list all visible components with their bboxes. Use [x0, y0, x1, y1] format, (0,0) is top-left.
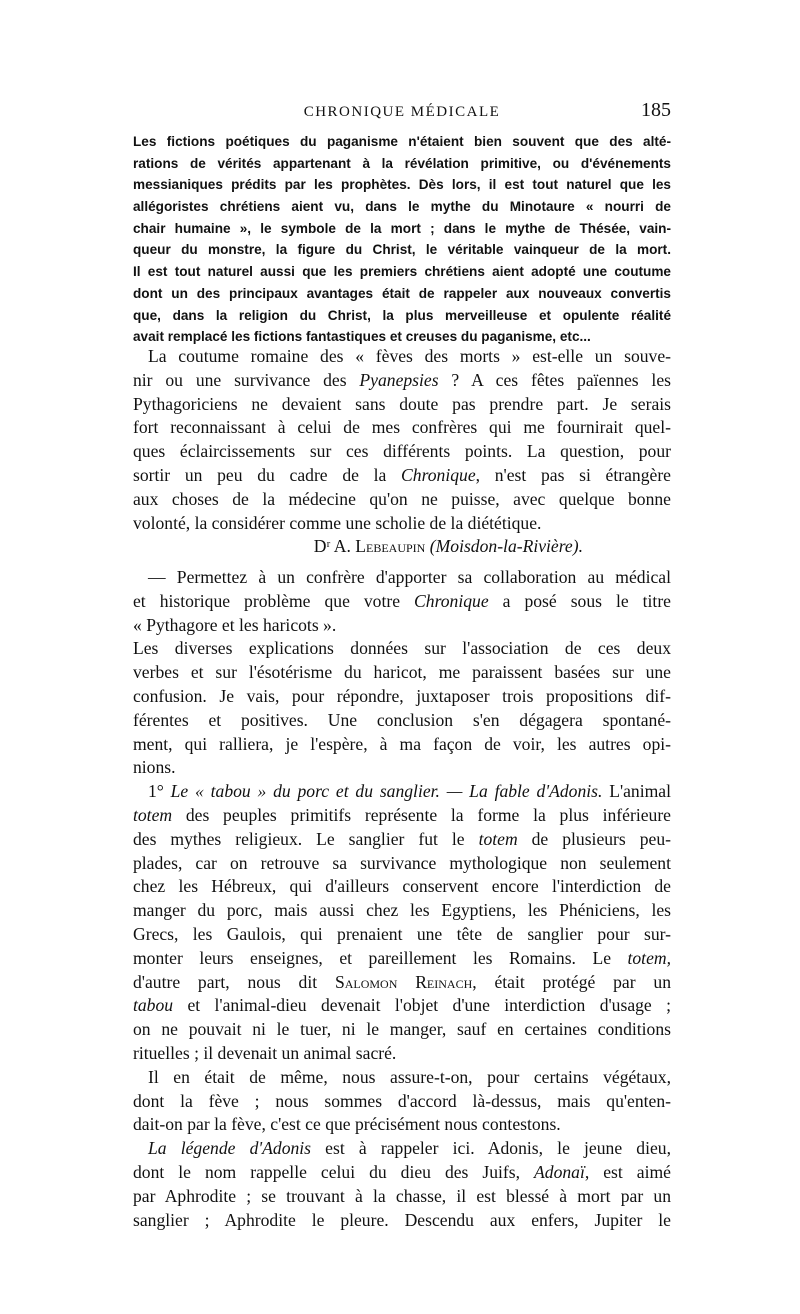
text-line: Grecs, les Gaulois, qui prenaient une tête de sanglier pour sur-: [133, 923, 671, 944]
text-line: rituelles ; il devenait un animal sacré.: [133, 1042, 397, 1063]
text-line: on ne pouvait ni le tuer, ni le manger, sauf en certaines conditions: [133, 1019, 671, 1040]
text-line: dont la fève ; nous sommes d'accord là-dessus, mais qu'enten-: [133, 1090, 671, 1111]
quote-line: messianiques prédits par les prophètes. Dès lors, il est tout naturel que les: [133, 177, 671, 193]
page-header: [133, 98, 671, 124]
quote-line: allégoristes chrétiens aient vu, dans le mythe du Minotaure « nourri de: [133, 199, 671, 215]
text-line: confusion. Je vais, pour répondre, juxtaposer trois propositions dif-: [133, 685, 671, 706]
text-line: par Aphrodite ; se trouvant à la chasse, il est blessé à mort par un: [133, 1185, 671, 1206]
text-line: « Pythagore et les haricots ».: [133, 614, 337, 635]
page-number: 185: [641, 99, 671, 121]
text-line: nir ou une survivance des Pyanepsies ? A ces fêtes païennes les: [133, 369, 671, 390]
paragraph-pythagore-haricots: [133, 566, 671, 1232]
text-line: d'autre part, nous dit Salomon Reinach, était protégé par un: [133, 971, 671, 992]
text-line: des mythes religieux. Le sanglier fut le totem de plusieurs peu-: [133, 828, 671, 849]
text-line: fort reconnaissant à celui de mes confrères qui me fournirait quel-: [133, 417, 671, 438]
text-line: volonté, la considérer comme une scholie de la diététique.: [133, 512, 542, 533]
running-title: CHRONIQUE MÉDICALE: [303, 104, 501, 120]
text-line: sortir un peu du cadre de la Chronique, n'est pas si étrangère: [133, 464, 671, 485]
text-line: chez les Hébreux, qui d'ailleurs conservent encore l'interdiction de: [133, 876, 671, 897]
text-line: plades, car on retrouve sa survivance mythologique non seulement: [133, 852, 671, 873]
quoted-passage: [133, 131, 671, 348]
text-line: ques éclaircissements sur ces différents points. La question, pour: [133, 441, 671, 462]
text-line: dait-on par la fève, c'est ce que précisément nous contestons.: [133, 1114, 561, 1135]
text-line: manger du porc, mais aussi chez les Egyptiens, les Phéniciens, les: [133, 900, 671, 921]
text-line: sanglier ; Aphrodite le pleure. Descendu aux enfers, Jupiter le: [133, 1209, 671, 1230]
text-line: et historique problème que votre Chronique a posé sous le titre: [133, 590, 671, 611]
text-line: Il en était de même, nous assure-t-on, pour certains végétaux,: [148, 1066, 671, 1087]
text-line: Les diverses explications données sur l'association de ces deux: [133, 638, 671, 659]
quote-line: rations de vérités appartenant à la révélation primitive, ou d'événements: [133, 155, 671, 171]
quote-line: chair humaine », le symbole de la mort ; dans le mythe de Thésée, vain-: [133, 220, 671, 236]
text-line: totem des peuples primitifs représente la forme la plus inférieure: [133, 804, 671, 825]
quote-line: Il est tout naturel aussi que les premiers chrétiens aient adopté une coutume: [133, 264, 671, 280]
text-line: aux choses de la médecine qu'on ne puisse, avec quelque bonne: [133, 488, 671, 509]
text-line: Pythagoriciens ne devaient sans doute pas prendre part. Je serais: [133, 393, 671, 414]
text-line: nions.: [133, 757, 176, 778]
quote-line: dont un des principaux avantages était de rappeler aux nouveaux convertis: [133, 285, 671, 301]
text-line: tabou et l'animal-dieu devenait l'objet d'une interdiction d'usage ;: [133, 995, 671, 1016]
quote-line: Les fictions poétiques du paganisme n'étaient bien souvent que des alté-: [133, 134, 671, 149]
section-heading-line: 1° Le « tabou » du porc et du sanglier. — La fable d'Adonis. L'animal: [148, 781, 671, 802]
text-line: La légende d'Adonis est à rappeler ici. Adonis, le jeune dieu,: [148, 1138, 671, 1159]
text-line: dont le nom rappelle celui du dieu des Juifs, Adonaï, est aimé: [133, 1161, 671, 1182]
text-line: La coutume romaine des « fèves des morts » est-elle un souve-: [148, 346, 671, 366]
quote-line: queur du monstre, la figure du Christ, le véritable vainqueur de la mort.: [133, 242, 671, 258]
text-line: — Permettez à un confrère d'apporter sa collaboration au médical: [148, 567, 671, 587]
signature: Dʳ A. Lebeaupin (Moisdon-la-Rivière).: [313, 536, 583, 557]
text-line: monter leurs enseignes, et pareillement les Romains. Le totem,: [133, 947, 671, 968]
text-line: verbes et sur l'ésotérisme du haricot, me paraissent basées sur une: [133, 662, 671, 683]
text-line: ment, qui ralliera, je l'espère, à ma façon de voir, les autres opi-: [133, 733, 671, 754]
quote-line: avait remplacé les fictions fantastiques et creuses du paganisme, etc...: [133, 329, 591, 345]
text-line: férentes et positives. Une conclusion s'en dégagera spontané-: [133, 709, 671, 730]
paragraph-fetes-des-morts: [133, 345, 671, 559]
quote-line: que, dans la religion du Christ, la plus merveilleuse et opulente réalité: [133, 307, 671, 323]
